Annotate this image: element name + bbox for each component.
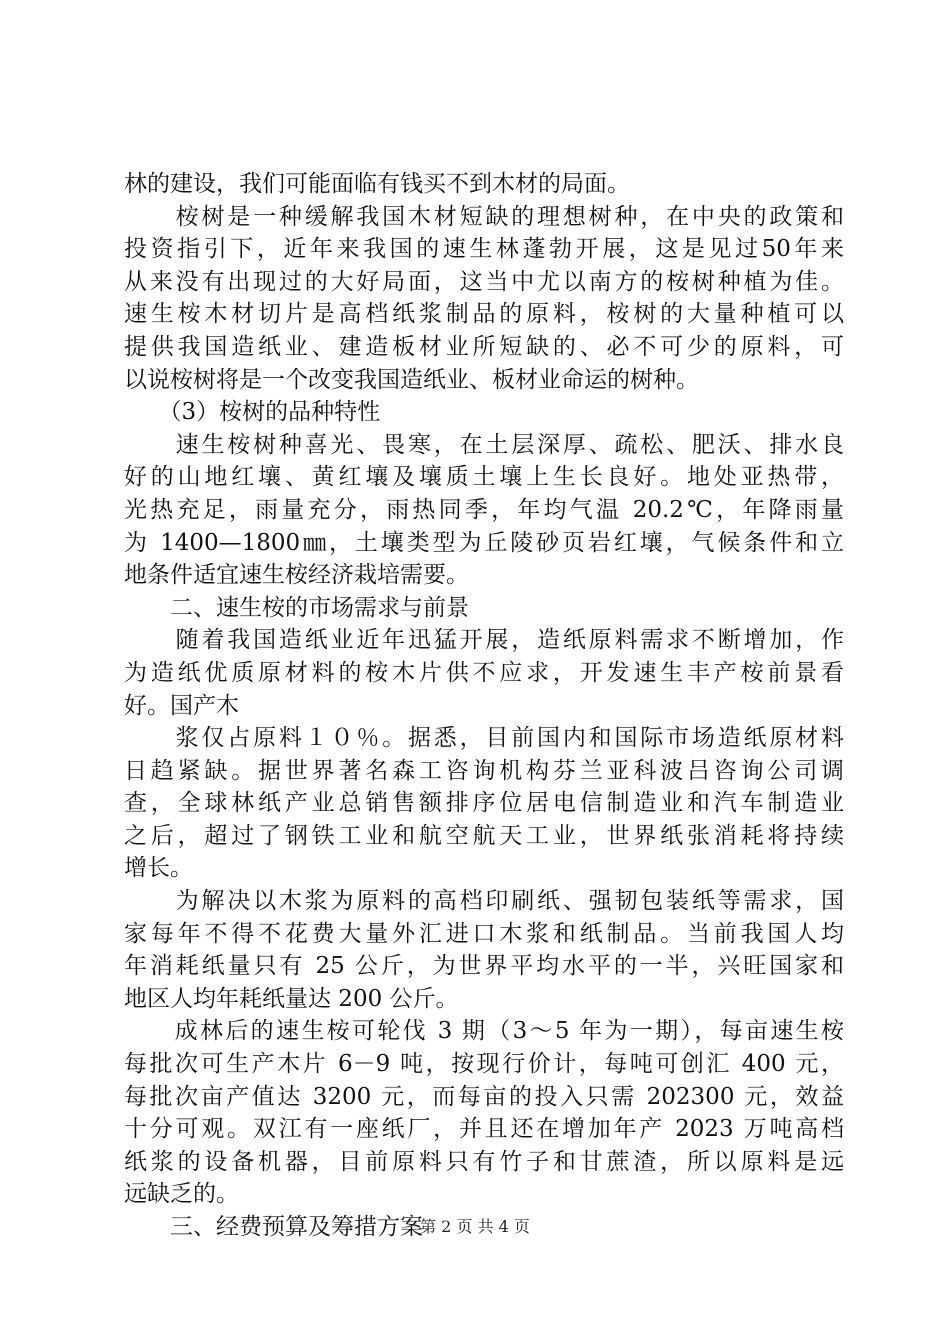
body-text	[124, 168, 844, 1244]
text-line: （3）桉树的品种特性	[124, 399, 381, 426]
text-line: 光热充足，雨量充分，雨热同季，年均气温 20.2℃，年降雨量	[124, 496, 844, 523]
text-line: 三、经费预算及筹措方案	[124, 1214, 423, 1240]
text-line: 从来没有出现过的大好局面，这当中尤以南方的桉树种植为佳。	[124, 268, 844, 295]
text-line: 提供我国造纸业、建造板材业所短缺的、必不可少的原料，可	[124, 333, 844, 360]
text-line: 每批次亩产值达 3200 元，而每亩的投入只需 202300 元，效益	[124, 1083, 844, 1110]
text-line: 为造纸优质原材料的桉木片供不应求，开发速生丰产桉前景看	[124, 659, 844, 686]
text-line: 好的山地红壤、黄红壤及壤质土壤上生长良好。地处亚热带，	[124, 464, 844, 491]
text-line: 以说桉树将是一个改变我国造纸业、板材业命运的树种。	[124, 366, 699, 393]
text-line: 查，全球林纸产业总销售额排序位居电信制造业和汽车制造业	[124, 790, 844, 817]
text-line: 成林后的速生桉可轮伐 3 期（3～5 年为一期），每亩速生桉	[124, 1018, 844, 1045]
text-line: 之后，超过了钢铁工业和航空航天工业，世界纸张消耗将持续	[124, 822, 844, 849]
text-line: 二、速生桉的市场需求与前景	[124, 594, 469, 621]
text-line: 为 1400—1800㎜，土壤类型为丘陵砂页岩红壤，气候条件和立	[124, 529, 844, 556]
text-line: 为解决以木浆为原料的高档印刷纸、强韧包装纸等需求，国	[124, 888, 844, 915]
text-line: 增长。	[124, 855, 193, 882]
text-line: 速生桉木材切片是高档纸浆制品的原料，桉树的大量种植可以	[124, 301, 844, 328]
text-line: 桉树是一种缓解我国木材短缺的理想树种，在中央的政策和	[124, 203, 844, 230]
text-line: 浆仅占原料１０％。据悉，目前国内和国际市场造纸原材料	[124, 725, 844, 752]
text-line: 地区人均年耗纸量达 200 公斤。	[124, 985, 459, 1012]
text-line: 投资指引下，近年来我国的速生林蓬勃开展，这是见过50年来	[124, 236, 844, 263]
text-line: 好。国产木	[124, 692, 239, 719]
text-line: 地条件适宜速生桉经济栽培需要。	[124, 562, 469, 589]
text-line: 十分可观。双江有一座纸厂，并且还在增加年产 2023 万吨高档	[124, 1116, 844, 1143]
page-footer: 第 2 页 共 4 页	[420, 1217, 530, 1236]
text-line: 日趋紧缺。据世界著名森工咨询机构芬兰亚科波吕咨询公司调	[124, 757, 844, 784]
text-line: 林的建设，我们可能面临有钱买不到木材的局面。	[124, 171, 630, 197]
text-line: 家每年不得不花费大量外汇进口木浆和纸制品。当前我国人均	[124, 920, 844, 947]
text-line: 速生桉树种喜光、畏寒，在土层深厚、疏松、肥沃、排水良	[124, 431, 844, 458]
text-line: 随着我国造纸业近年迅猛开展，造纸原料需求不断增加，作	[124, 627, 844, 654]
text-line: 年消耗纸量只有 25 公斤，为世界平均水平的一半，兴旺国家和	[124, 953, 844, 980]
text-line: 纸浆的设备机器，目前原料只有竹子和甘蔗渣，所以原料是远	[124, 1148, 844, 1175]
text-line: 远缺乏的。	[124, 1181, 239, 1208]
text-line: 每批次可生产木片 6－9 吨，按现行价计，每吨可创汇 400 元，	[124, 1051, 844, 1078]
